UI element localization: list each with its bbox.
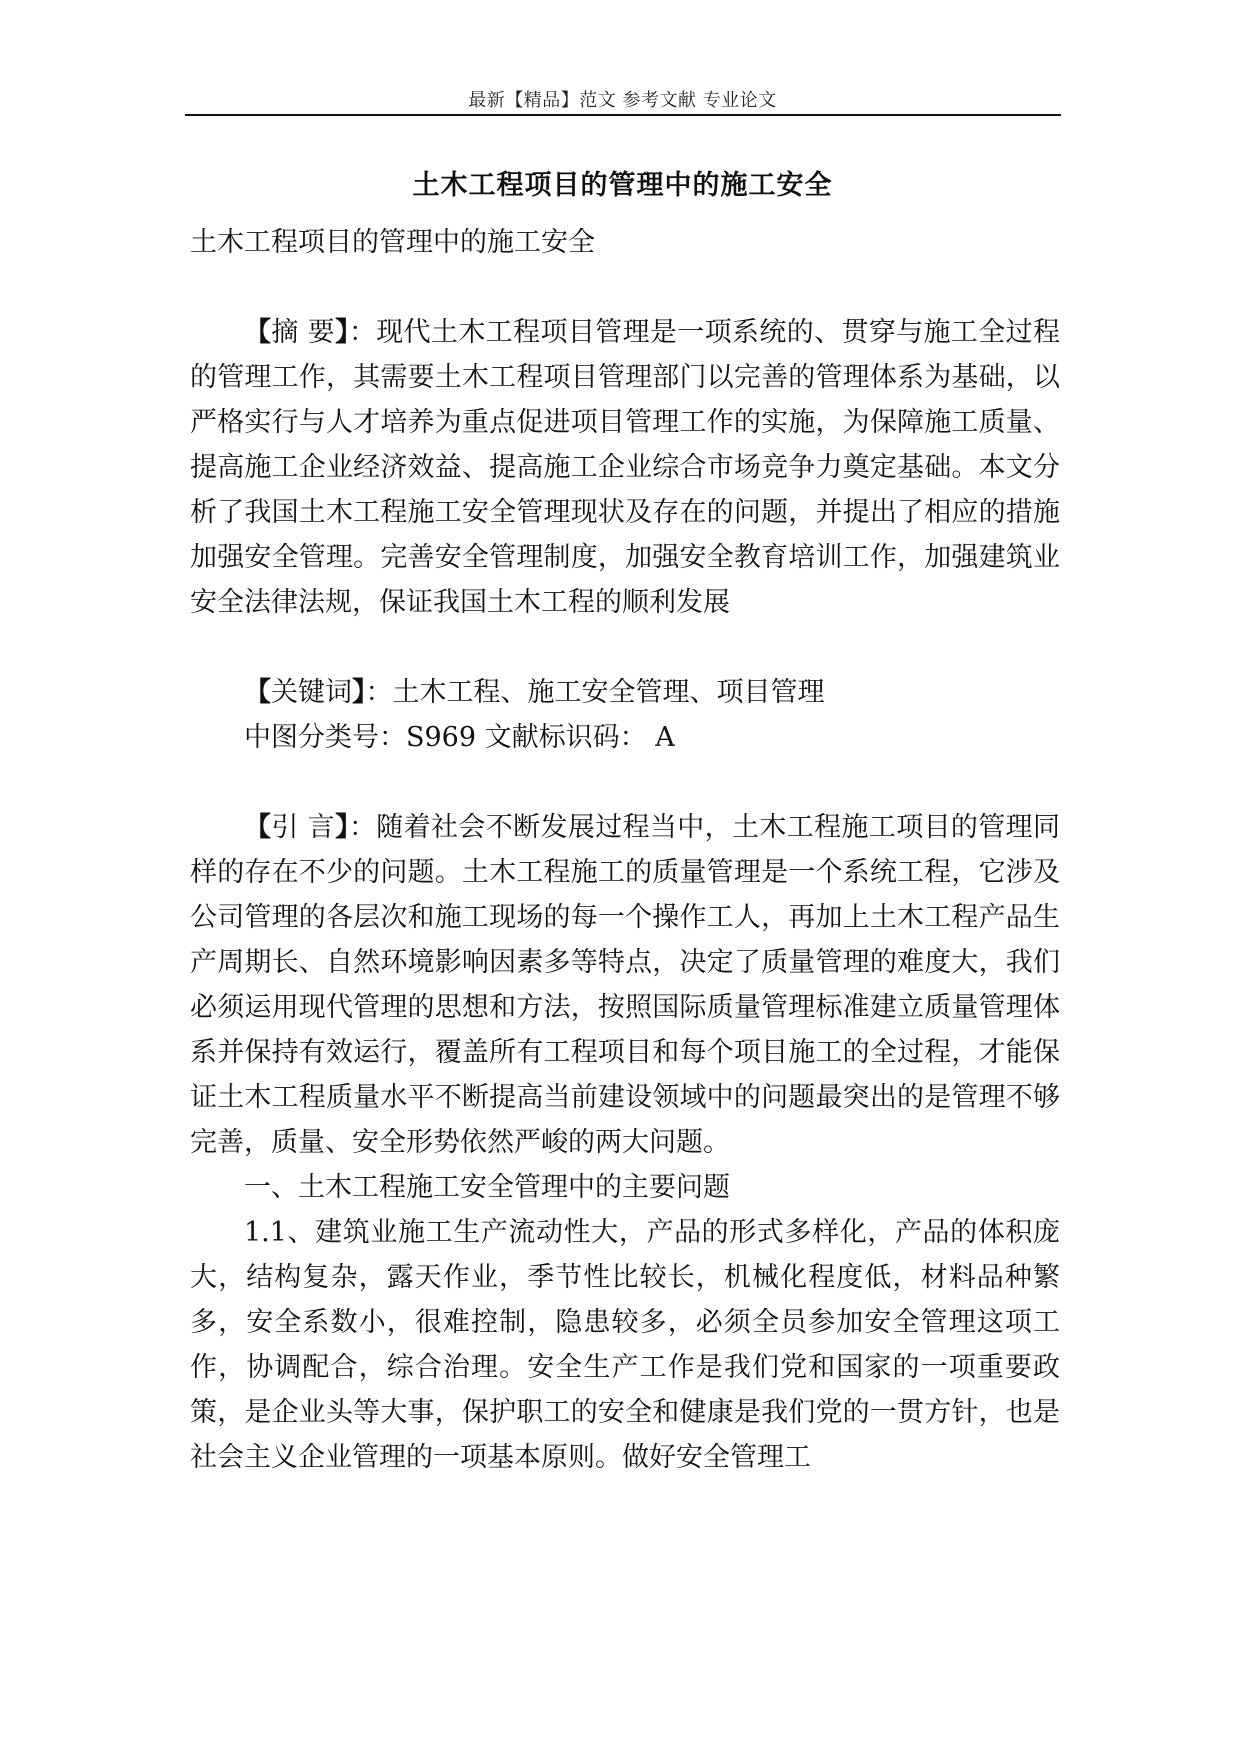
abstract-open-bracket: 【: [244, 317, 272, 348]
keywords-open-bracket: 【: [244, 677, 271, 708]
intro-label: 引 言: [271, 812, 336, 843]
classification-line: 中图分类号：S969 文献标识码： A: [244, 722, 675, 753]
document-subtitle: 土木工程项目的管理中的施工安全: [190, 227, 595, 258]
page-header: 最新【精品】范文 参考文献 专业论文: [468, 90, 777, 111]
intro-close-bracket: 】: [335, 812, 349, 843]
abstract-close-bracket: 】: [335, 317, 349, 348]
abstract-label: 摘 要: [271, 317, 336, 348]
document-body: [190, 220, 1060, 1480]
abstract-paragraph: [190, 310, 1060, 625]
abstract-text: ：现代土木工程项目管理是一项系统的、贯穿与施工全过程的管理工作，其需要土木工程项目管理部门以完善的管理体系为基础，以严格实行与人才培养为重点促进项目管理工作的实施，为保障施工质量、提高施工企业经济效益、提高施工企业综合市场竞争力奠定基础。本文分析了我国土木工程施工安全管理现状及存在的问题，并提出了相应的措施加强安全管理。完善安全管理制度，加强安全教育培训工作，加强建筑业安全法律法规，保证我国土木工程的顺利发展: [190, 317, 1061, 618]
keywords-text: ：土木工程、施工安全管理、项目管理: [365, 677, 825, 708]
introduction-paragraph: [190, 805, 1060, 1165]
keywords-label: 关键词: [271, 677, 352, 708]
intro-text: ：随着社会不断发展过程当中，土木工程施工项目的管理同样的存在不少的问题。土木工程施工的质量管理是一个系统工程，它涉及公司管理的各层次和施工现场的每一个操作工人，再加上土木工程产品生产周期长、自然环境影响因素多等特点，决定了质量管理的难度大，我们必须运用现代管理的思想和方法，按照国际质量管理标准建立质量管理体系并保持有效运行，覆盖所有工程项目和每个项目施工的全过程，才能保证土木工程质量水平不断提高当前建设领域中的问题最突出的是管理不够完善，质量、安全形势依然严峻的两大问题。: [190, 812, 1061, 1158]
intro-open-bracket: 【: [244, 812, 272, 843]
section-paragraph-1-1: 1.1、建筑业施工生产流动性大，产品的形式多样化，产品的体积庞大，结构复杂，露天作业，季节性比较长，机械化程度低，材料品种繁多，安全系数小，很难控制，隐患较多，必须全员参加安全管理这项工作，协调配合，综合治理。安全生产工作是我们党和国家的一项重要政策，是企业头等大事，保护职工的安全和健康是我们党的一贯方针，也是社会主义企业管理的一项基本原则。做好安全管理工: [190, 1217, 1060, 1473]
spacer: [190, 625, 1060, 670]
header-divider: [185, 114, 1061, 116]
section-heading: 一、土木工程施工安全管理中的主要问题: [244, 1172, 730, 1203]
spacer: [190, 760, 1060, 805]
spacer: [190, 265, 1060, 310]
keywords-paragraph: [190, 670, 1060, 715]
document-title: 土木工程项目的管理中的施工安全: [412, 170, 833, 201]
keywords-close-bracket: 】: [352, 677, 366, 708]
